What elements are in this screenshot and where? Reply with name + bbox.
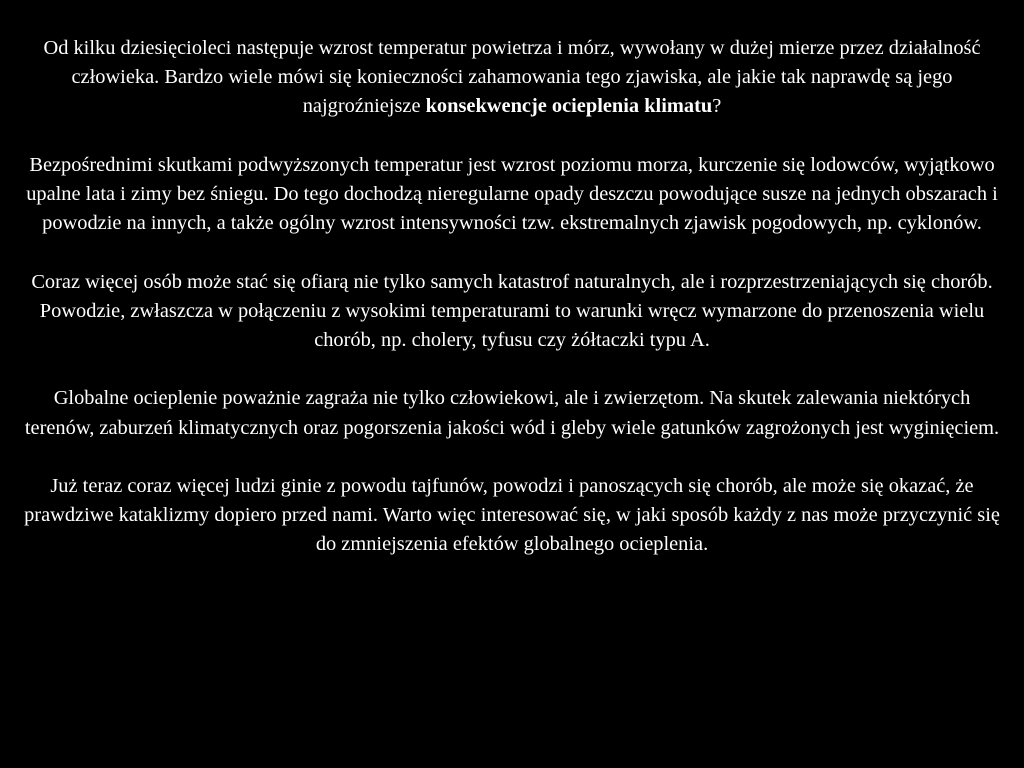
intro-question-mark: ? <box>712 95 722 118</box>
paragraph-diseases: Coraz więcej osób może stać się ofiarą nie tylko samych katastrof naturalnych, ale i rozprzestrzeniających się chorób. Powodzie, zwłaszcza w połączeniu z wysokimi temperaturami to warunki wręcz wymarzone do przenoszenia wielu chorób, np. cholery, tyfusu czy żółtaczki typu A. <box>31 270 993 351</box>
paragraph-intro <box>20 34 1004 122</box>
intro-bold-phrase: konsekwencje ocieplenia klimatu <box>425 95 713 118</box>
paragraph-animals: Globalne ocieplenie poważnie zagraża nie tylko człowiekowi, ale i zwierzętom. Na skutek zalewania niektórych terenów, zaburzeń klimatycznych oraz pogorszenia jakości wód i gleby wiele gatunków zagrożonych jest wyginięciem. <box>24 387 1000 439</box>
intro-text: Od kilku dziesięcioleci następuje wzrost temperatur powietrza i mórz, wywołany w dużej mierze przez działalność człowieka. Bardzo wiele mówi się konieczności zahamowania tego zjawiska, ale jakie tak naprawdę są jego najgroźniejsze <box>43 37 981 118</box>
paragraph-direct-effects: Bezpośrednimi skutkami podwyższonych temperatur jest wzrost poziomu morza, kurczenie się lodowców, wyjątkowo upalne lata i zimy bez śniegu. Do tego dochodzą nieregularne opady deszczu powodujące susze na jednych obszarach i powodzie na innych, a także ogólny wzrost intensywności tzw. ekstremalnych zjawisk pogodowych, np. cyklonów. <box>26 153 998 235</box>
paragraph-conclusion: Już teraz coraz więcej ludzi ginie z powodu tajfunów, powodzi i panoszących się chorób, ale może się okazać, że prawdziwe kataklizmy dopiero przed nami. Warto więc interesować się, w jaki sposób każdy z nas może przyczynić się do zmniejszenia efektów globalnego ocieplenia. <box>24 474 1000 556</box>
